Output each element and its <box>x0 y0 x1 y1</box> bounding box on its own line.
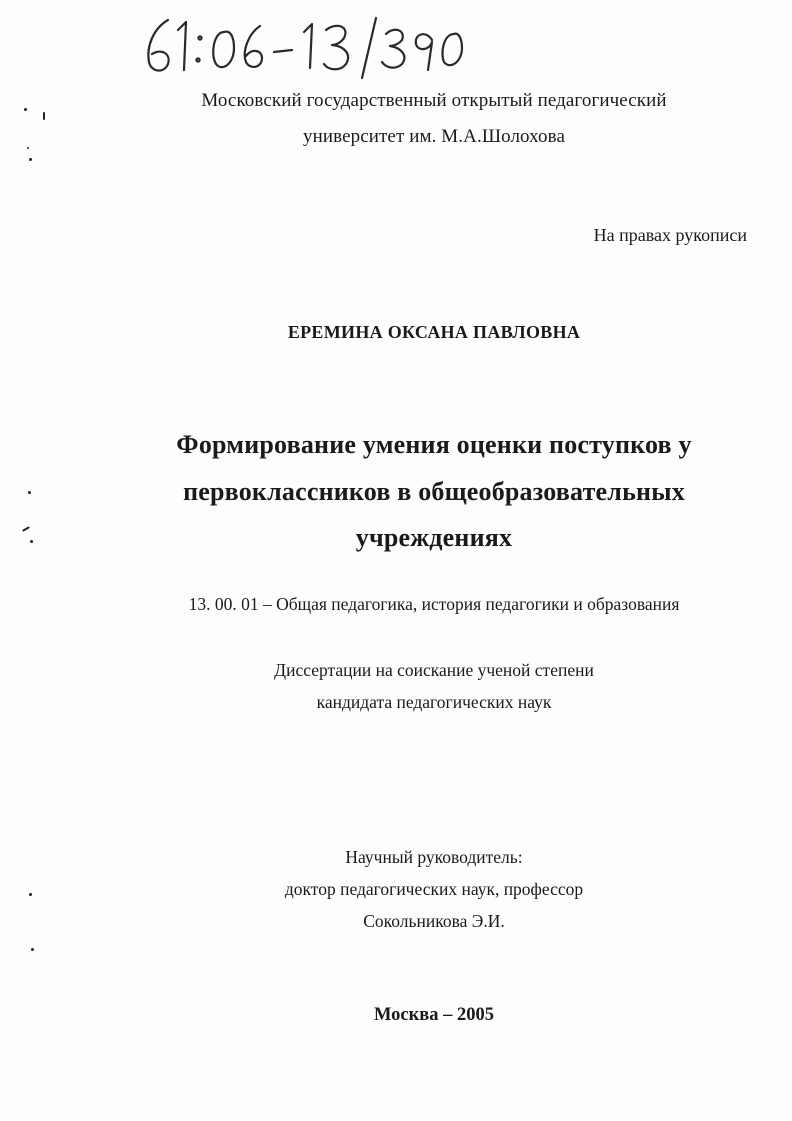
advisor-label: Научный руководитель: <box>345 847 523 867</box>
advisor-credentials: доктор педагогических наук, профессор <box>284 879 584 899</box>
advisor-name: Сокольникова Э.И. <box>363 911 505 931</box>
place-and-year: Москва – 2005 <box>373 1005 495 1025</box>
dissertation-title-line-3: учреждениях <box>355 523 513 552</box>
specialty-code: 13. 00. 01 – Общая педагогика, история педагогики и образования <box>188 594 680 614</box>
handwritten-code-stamp <box>140 12 470 82</box>
university-name-line-1: Московский государственный открытый педагогический <box>201 90 667 111</box>
manuscript-rights-note: На правах рукописи <box>593 225 747 245</box>
degree-line-1: Диссертации на соискание ученой степени <box>274 660 594 680</box>
degree-line-2: кандидата педагогических наук <box>316 692 552 712</box>
author-name: ЕРЕМИНА ОКСАНА ПАВЛОВНА <box>287 322 581 342</box>
scan-speck <box>29 158 32 161</box>
dissertation-title-line-2: первоклассников в общеобразовательных <box>183 477 685 506</box>
scan-speck <box>31 948 34 951</box>
dissertation-title-line-1: Формирование умения оценки поступков у <box>176 430 692 459</box>
university-name-line-2: университет им. М.А.Шолохова <box>303 126 565 147</box>
